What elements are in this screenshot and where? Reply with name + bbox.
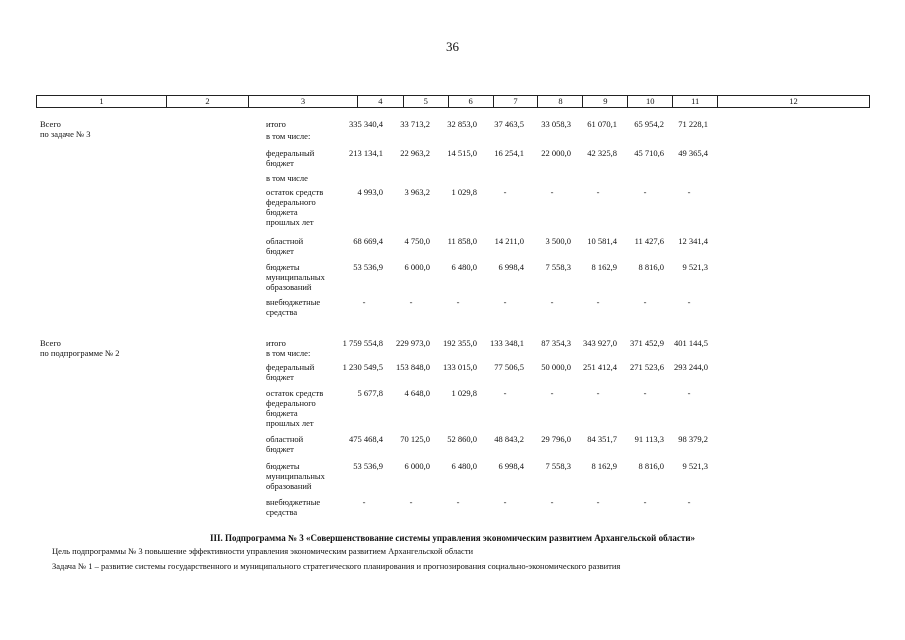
block2-row-value: 70 125,0: [400, 434, 430, 444]
block2-row-value: 9 521,3: [682, 461, 708, 471]
block1-row-value: 37 463,5: [494, 119, 524, 129]
block1-row-value: 335 340,4: [349, 119, 383, 129]
block2-row-value: 6 480,0: [451, 461, 477, 471]
header-col-8: 8: [538, 96, 583, 107]
block2-row-label: областной: [266, 434, 304, 444]
block1-row-label: остаток средств: [266, 187, 324, 197]
block1-row-value: -: [362, 297, 366, 307]
block2-row-value: 8 162,9: [591, 461, 617, 471]
block2-row-label: прошлых лет: [266, 418, 314, 428]
block1-row-value: 53 536,9: [353, 262, 383, 272]
block2-row-value: 91 113,3: [634, 434, 664, 444]
block1-row-label: в том числе: [266, 173, 308, 183]
block1-title-line2: по задаче № 3: [40, 129, 91, 139]
block1-row-label: федеральный: [266, 148, 315, 158]
header-col-5: 5: [404, 96, 449, 107]
block2-row-label: бюджета: [266, 408, 298, 418]
block2-row-value: 153 848,0: [396, 362, 430, 372]
header-col-2: 2: [167, 96, 249, 107]
block2-row-value: -: [550, 497, 554, 507]
block2-row-value: 343 927,0: [583, 338, 617, 348]
block1-row-value: 6 000,0: [404, 262, 430, 272]
block1-row-label: итого: [266, 119, 286, 129]
block2-row-value: -: [643, 388, 647, 398]
block1-row-value: 213 134,1: [349, 148, 383, 158]
block2-row-value: -: [687, 388, 691, 398]
block1-row-value: 68 669,4: [353, 236, 383, 246]
block2-row-value: 4 648,0: [404, 388, 430, 398]
block2-row-value: 84 351,7: [587, 434, 617, 444]
block1-row-value: -: [687, 297, 691, 307]
block1-row-label: бюджет: [266, 158, 294, 168]
block1-row-label: средства: [266, 307, 298, 317]
block2-title-line1: Всего: [40, 338, 61, 348]
block2-row-label: бюджеты: [266, 461, 300, 471]
block1-row-label: в том числе:: [266, 131, 311, 141]
block2-title-line2: по подпрограмме № 2: [40, 348, 120, 358]
block2-row-value: 6 998,4: [498, 461, 524, 471]
block2-row-value: 6 000,0: [404, 461, 430, 471]
block2-row-value: 53 536,9: [353, 461, 383, 471]
block1-row-value: 22 000,0: [541, 148, 571, 158]
block1-row-value: -: [687, 187, 691, 197]
block2-row-value: -: [503, 388, 507, 398]
block2-row-value: 271 523,6: [630, 362, 664, 372]
block2-row-label: средства: [266, 507, 298, 517]
block1-row-value: 12 341,4: [678, 236, 708, 246]
block1-row-value: 4 993,0: [357, 187, 383, 197]
block1-row-label: областной: [266, 236, 304, 246]
block2-row-value: 133 015,0: [443, 362, 477, 372]
block1-row-label: бюджета: [266, 207, 298, 217]
block2-row-value: -: [596, 497, 600, 507]
block1-row-value: 32 853,0: [447, 119, 477, 129]
block1-row-label: муниципальных: [266, 272, 325, 282]
block1-row-value: 33 713,2: [400, 119, 430, 129]
block1-row-value: 71 228,1: [678, 119, 708, 129]
block1-row-value: 14 211,0: [494, 236, 524, 246]
block2-row-value: 8 816,0: [638, 461, 664, 471]
block2-row-label: федеральный: [266, 362, 315, 372]
block2-row-value: 87 354,3: [541, 338, 571, 348]
block1-row-value: 65 954,2: [634, 119, 664, 129]
block1-title-line1: Всего: [40, 119, 61, 129]
block2-row-value: -: [409, 497, 413, 507]
block2-row-value: -: [643, 497, 647, 507]
block2-row-value: 251 412,4: [583, 362, 617, 372]
block2-row-value: 52 860,0: [447, 434, 477, 444]
block2-row-label: образований: [266, 481, 312, 491]
header-col-12: 12: [789, 96, 798, 106]
block2-row-value: 5 677,8: [357, 388, 383, 398]
table-header-row: [36, 95, 870, 108]
block2-row-value: 29 796,0: [541, 434, 571, 444]
header-col-1: 1: [37, 96, 167, 107]
header-col-3: 3: [249, 96, 358, 107]
block2-row-value: 48 843,2: [494, 434, 524, 444]
task-line: Задача № 1 – развитие системы государственного и муниципального стратегического планирования и прогнозирования социально-экономического развития: [52, 561, 621, 571]
block2-row-label: в том числе:: [266, 348, 311, 358]
block1-row-value: -: [596, 297, 600, 307]
block1-row-value: 49 365,4: [678, 148, 708, 158]
block1-row-value: 6 998,4: [498, 262, 524, 272]
header-col-10: 10: [628, 96, 673, 107]
block1-row-value: 1 029,8: [451, 187, 477, 197]
block2-row-value: 7 558,3: [545, 461, 571, 471]
block2-row-value: -: [503, 497, 507, 507]
block2-row-value: 77 506,5: [494, 362, 524, 372]
block1-row-value: 10 581,4: [587, 236, 617, 246]
block1-row-value: -: [643, 297, 647, 307]
block2-row-value: -: [456, 497, 460, 507]
page-number: 36: [446, 39, 459, 54]
block1-row-label: федерального: [266, 197, 316, 207]
block1-row-value: 8 162,9: [591, 262, 617, 272]
block2-row-label: остаток средств: [266, 388, 324, 398]
block1-row-value: 11 858,0: [447, 236, 477, 246]
header-col-6: 6: [449, 96, 494, 107]
block1-row-value: -: [596, 187, 600, 197]
block1-row-value: 33 058,3: [541, 119, 571, 129]
block2-row-value: 50 000,0: [541, 362, 571, 372]
block1-row-value: 14 515,0: [447, 148, 477, 158]
block1-row-value: -: [503, 187, 507, 197]
block2-row-value: 401 144,5: [674, 338, 708, 348]
block2-row-value: 192 355,0: [443, 338, 477, 348]
block2-row-value: 1 230 549,5: [342, 362, 383, 372]
header-col-9: 9: [583, 96, 628, 107]
block1-row-label: прошлых лет: [266, 217, 314, 227]
block2-row-value: 229 973,0: [396, 338, 430, 348]
block2-row-value: 1 759 554,8: [342, 338, 383, 348]
block2-row-value: 133 348,1: [490, 338, 524, 348]
goal-line: Цель подпрограммы № 3 повышение эффективности управления экономическим развитием Архангельской области: [52, 546, 474, 556]
block1-row-value: 22 963,2: [400, 148, 430, 158]
block2-row-value: -: [362, 497, 366, 507]
block2-row-label: внебюджетные: [266, 497, 321, 507]
block1-row-value: 9 521,3: [682, 262, 708, 272]
block2-row-value: 371 452,9: [630, 338, 664, 348]
header-col-4: 4: [358, 96, 404, 107]
block1-row-value: 4 750,0: [404, 236, 430, 246]
block2-row-label: бюджет: [266, 372, 294, 382]
block1-row-value: 3 500,0: [545, 236, 571, 246]
block1-row-value: -: [409, 297, 413, 307]
block2-row-value: 475 468,4: [349, 434, 383, 444]
block2-row-label: итого: [266, 338, 286, 348]
header-col-11: 11: [673, 96, 718, 107]
block1-row-value: -: [550, 297, 554, 307]
block1-row-value: 16 254,1: [494, 148, 524, 158]
block1-row-value: -: [643, 187, 647, 197]
block2-row-value: -: [550, 388, 554, 398]
block1-row-value: 8 816,0: [638, 262, 664, 272]
block1-row-value: -: [456, 297, 460, 307]
block1-row-label: бюджеты: [266, 262, 300, 272]
block2-row-label: бюджет: [266, 444, 294, 454]
block1-row-value: 61 070,1: [587, 119, 617, 129]
block1-row-value: 7 558,3: [545, 262, 571, 272]
block2-row-value: -: [687, 497, 691, 507]
block2-row-value: 98 379,2: [678, 434, 708, 444]
block1-row-label: внебюджетные: [266, 297, 321, 307]
block2-row-label: федерального: [266, 398, 316, 408]
block2-row-value: 1 029,8: [451, 388, 477, 398]
block2-row-value: 293 244,0: [674, 362, 708, 372]
block1-row-label: бюджет: [266, 246, 294, 256]
block1-row-value: 45 710,6: [634, 148, 664, 158]
block1-row-value: 6 480,0: [451, 262, 477, 272]
block1-row-label: образований: [266, 282, 312, 292]
block2-row-label: муниципальных: [266, 471, 325, 481]
block1-row-value: 11 427,6: [634, 236, 664, 246]
block1-row-value: -: [503, 297, 507, 307]
block2-row-value: -: [596, 388, 600, 398]
block1-row-value: -: [550, 187, 554, 197]
block1-row-value: 42 325,8: [587, 148, 617, 158]
section-heading: III. Подпрограмма № 3 «Совершенствование системы управления экономическим развитием Архангельской области»: [209, 533, 696, 543]
block1-row-value: 3 963,2: [404, 187, 430, 197]
header-col-7: 7: [494, 96, 539, 107]
